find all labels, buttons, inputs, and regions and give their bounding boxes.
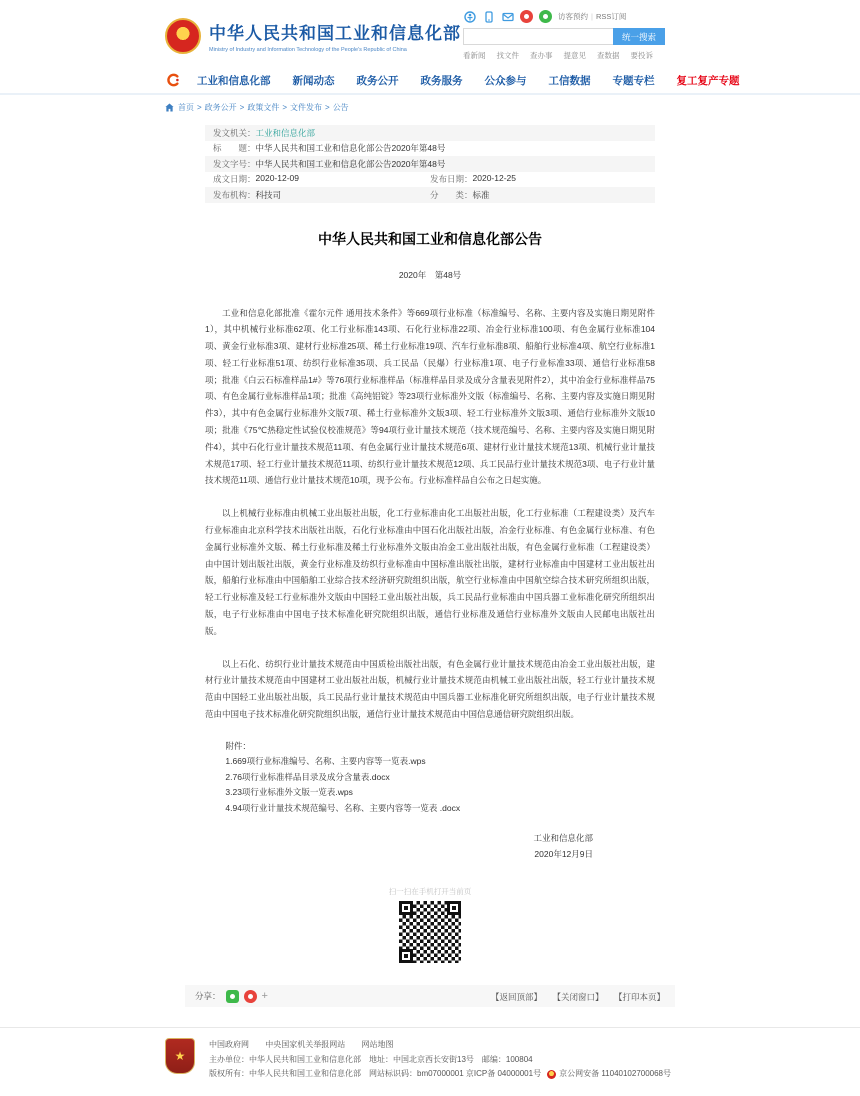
meta-row-dates [205, 172, 655, 188]
meta-label: 成文日期： [213, 174, 256, 185]
close-window-button[interactable]: 【关闭窗口】 [552, 992, 604, 1003]
footer-link-sitemap[interactable]: 网站地图 [361, 1040, 394, 1050]
share-wechat-icon[interactable] [226, 990, 239, 1003]
share-bar [185, 985, 675, 1007]
meta-label: 发文字号： [213, 158, 256, 169]
article-paragraph: 以上石化、纺织行业计量技术规范由中国质检出版社出版，有色金属行业计量技术规范由冶金工业出版社出版，建材行业计量技术规范由中国建材工业出版社出版，机械行业计量技术规范由机械工业出版社出版，轻工行业计量技术规范由中国轻工业出版社出版，兵工民品行业计量技术规范由中国兵器工业标准化研究所组织出版，电子行业计量技术规范由中国电子技术标准化研究院组织出版，通信行业计量技术规范由中国信息通信研究院组织出版。 [205, 658, 655, 720]
document-meta-table [205, 125, 655, 203]
meta-label: 标 题： [213, 143, 256, 154]
qr-section [205, 886, 655, 963]
site-header [0, 0, 860, 61]
footer-link-gov[interactable]: 中国政府网 [209, 1040, 249, 1050]
quick-link-services[interactable]: 查办事 [530, 51, 553, 60]
national-emblem-icon: ★ [165, 18, 201, 54]
quick-link-opinions[interactable]: 提意见 [563, 51, 586, 60]
breadcrumb-separator: > [197, 103, 202, 112]
meta-doc-number-value: 中华人民共和国工业和信息化部公告2020年第48号 [255, 158, 446, 169]
attachment-link-4[interactable]: 4.94项行业计量技术规范编号、名称、主要内容等一览表 .docx [225, 802, 461, 813]
wechat-icon[interactable] [539, 10, 552, 23]
main-nav [165, 67, 740, 93]
mail-icon[interactable] [501, 10, 514, 23]
footer-organizer-line: 主办单位：中华人民共和国工业和信息化部 地址：中国北京西长安街13号 邮编：100804 [209, 1054, 533, 1064]
nav-item-data[interactable]: 工信数据 [548, 74, 591, 87]
breadcrumb-separator: > [282, 103, 288, 112]
nav-item-news[interactable]: 新闻动态 [292, 74, 335, 87]
meta-title-value: 中华人民共和国工业和信息化部公告2020年第48号 [255, 143, 446, 154]
meta-row-doc-number [205, 156, 655, 172]
attachment-link-3[interactable]: 3.23项行业标准外文版一览表.wps [225, 787, 353, 798]
footer-links [209, 1038, 671, 1053]
mobile-icon[interactable] [482, 10, 495, 23]
meta-publish-date-value: 2020-12-25 [472, 173, 516, 184]
article-body [205, 305, 655, 723]
meta-label: 发布机构： [213, 189, 256, 200]
site-subtitle: Ministry of Industry and Information Technology of the People's Republic of China [209, 46, 407, 53]
nav-logo-icon [165, 72, 181, 88]
visitor-appointment-link[interactable]: 访客预约 [558, 12, 588, 21]
share-label: 分享： [195, 991, 221, 1002]
signer-name: 工业和信息化部 [533, 833, 593, 844]
nav-item-resume-work[interactable]: 复工复产专题 [676, 74, 740, 87]
meta-category-value: 标准 [472, 189, 490, 200]
meta-row-org-category [205, 187, 655, 203]
meta-label: 发布日期： [430, 174, 473, 185]
meta-label: 发文机关： [213, 127, 256, 138]
share-weibo-icon[interactable] [244, 990, 257, 1003]
breadcrumb [165, 102, 695, 113]
meta-written-date-value: 2020-12-09 [255, 173, 299, 184]
brand [165, 10, 461, 61]
back-to-top-button[interactable]: 【返回顶部】 [491, 992, 543, 1003]
breadcrumb-announcement[interactable]: 公告 [332, 103, 349, 112]
nav-item-gov-openness[interactable]: 政务公开 [356, 74, 399, 87]
document-content [205, 125, 655, 963]
footer-copyright-line: 版权所有：中华人民共和国工业和信息化部 网站标识码：bm07000001 京ICP备 04000001号 [209, 1069, 542, 1079]
nav-item-miit[interactable]: 工业和信息化部 [197, 74, 271, 87]
breadcrumb-home[interactable]: 首页 [178, 103, 194, 112]
home-icon[interactable] [165, 103, 174, 112]
footer-police-record-link[interactable]: 京公网安备 11040102700068号 [559, 1069, 672, 1079]
attachment-link-1[interactable]: 1.669项行业标准编号、名称、主要内容等一览表.wps [225, 756, 426, 767]
quick-link-news[interactable]: 看新闻 [463, 51, 486, 60]
attachments-block [205, 739, 655, 817]
main-nav-wrap [0, 67, 860, 95]
site-footer [0, 1027, 860, 1096]
attachment-link-2[interactable]: 2.76项行业标准样品目录及成分含量表.docx [225, 771, 390, 782]
meta-label: 分 类： [430, 189, 473, 200]
breadcrumb-gov-openness[interactable]: 政务公开 [204, 103, 237, 112]
breadcrumb-separator: > [325, 103, 330, 112]
attachments-label: 附件： [225, 740, 251, 751]
meta-row-issuing-agency [205, 125, 655, 141]
qr-code-image [399, 901, 461, 963]
article-title: 中华人民共和国工业和信息化部公告 [318, 230, 542, 247]
qr-caption: 扫一扫在手机打开当前页 [388, 887, 472, 897]
weibo-icon[interactable] [520, 10, 533, 23]
search-button[interactable]: 统一搜索 [613, 28, 665, 45]
breadcrumb-file-release[interactable]: 文件发布 [290, 103, 323, 112]
nav-item-topics[interactable]: 专题专栏 [612, 74, 655, 87]
article-paragraph: 以上机械行业标准由机械工业出版社出版，化工行业标准由化工出版社出版，化工行业标准（工程建设类）及汽车行业标准由北京科学技术出版社出版，石化行业标准由中国石化出版社出版，冶金行业标准、有色金属行业标准、有色金属行业标准外文版、稀土行业标准及稀土行业标准外文版由冶金工业出版社出版，有色金属行业标准（工程建设类）由中国计划出版社出版，黄金行业标准及纺织行业标准由中国标准出版社出版，建材行业标准由中国建材工业出版社出版，船舶行业标准由中国船舶工业综合技术经济研究院组织出版，航空行业标准由中国航空综合技术研究所组织出版，轻工行业标准及轻工行业标准外文版由中国轻工业出版社出版，兵工民品行业标准由中国兵器工业标准化研究所组织出版，电子行业标准由中国电子技术标准化研究院组织出版，通信行业标准及通信行业标准外文版由人民邮电出版社出版。 [205, 508, 655, 636]
print-page-button[interactable]: 【打印本页】 [613, 992, 665, 1003]
police-badge-icon [547, 1070, 556, 1079]
meta-row-title [205, 141, 655, 157]
utility-separator: | [591, 12, 593, 21]
header-tools [463, 6, 695, 61]
quick-link-complaints[interactable]: 要投诉 [630, 51, 653, 60]
rss-link[interactable]: RSS订阅 [595, 12, 627, 21]
quick-link-data[interactable]: 查数据 [597, 51, 620, 60]
sign-date: 2020年12月9日 [534, 849, 593, 860]
gov-site-badge-icon: ★ [165, 1038, 195, 1074]
breadcrumb-policy-files[interactable]: 政策文件 [247, 103, 280, 112]
quick-link-files[interactable]: 找文件 [496, 51, 519, 60]
article-issue-number: 2020年 第48号 [398, 269, 462, 280]
share-more-button[interactable]: + [261, 990, 268, 1003]
signature-block [205, 830, 655, 862]
meta-publisher-value: 科技司 [255, 189, 282, 200]
nav-item-participation[interactable]: 公众参与 [484, 74, 527, 87]
article-paragraph: 工业和信息化部批准《霍尔元件 通用技术条件》等669项行业标准（标准编号、名称、主要内容及实施日期见附件1），其中机械行业标准62项、化工行业标准143项、石化行业标准22项、冶金行业标准100项、有色金属行业标准104项、黄金行业标准3项、建材行业标准25项、稀土行业标准19项、汽车行业标准8项、船舶行业标准4项、航空行业标准1项、轻工行业标准51项、纺织行业标准35项、兵工民品（民爆）行业标准1项、电子行业标准33项、通信行业标准58项；批准《白云石标准样品1#》等76项行业标准样品（标准样品目录及成分含量表见附件2），其中冶金行业标准样品75项、有色金属行业标准样品1项；批准《高纯铝锭》等23项行业标准外文版（标准编号、名称、主要内容及实施日期见附件3），其中有色金属行业标准外文版7项、稀土行业标准外文版3项、轻工行业标准外文版3项、通信行业标准外文版10项；批准《75℃热稳定性试验仪校准规范》等94项行业计量技术规范（技术规范编号、名称、主要内容及实施日期见附件4），其中石化行业计量技术规范11项、有色金属行业计量技术规范6项、建材行业计量技术规范13项、机械行业计量技术规范17项、轻工行业计量技术规范11项、纺织行业计量技术规范12项、兵工民品行业计量技术规范3项、电子行业计量技术规范11项、通信行业计量技术规范10项，现予公布。行业标准样品自公布之日起实施。 [205, 307, 655, 486]
breadcrumb-separator: > [239, 103, 245, 112]
accessibility-icon[interactable] [463, 10, 476, 23]
footer-link-report[interactable]: 中央国家机关举报网站 [265, 1040, 346, 1050]
quick-links [463, 50, 695, 61]
site-title: 中华人民共和国工业和信息化部 [209, 23, 461, 43]
nav-item-gov-services[interactable]: 政务服务 [420, 74, 463, 87]
issuing-agency-link[interactable]: 工业和信息化部 [255, 127, 316, 138]
search-input[interactable] [463, 28, 613, 45]
